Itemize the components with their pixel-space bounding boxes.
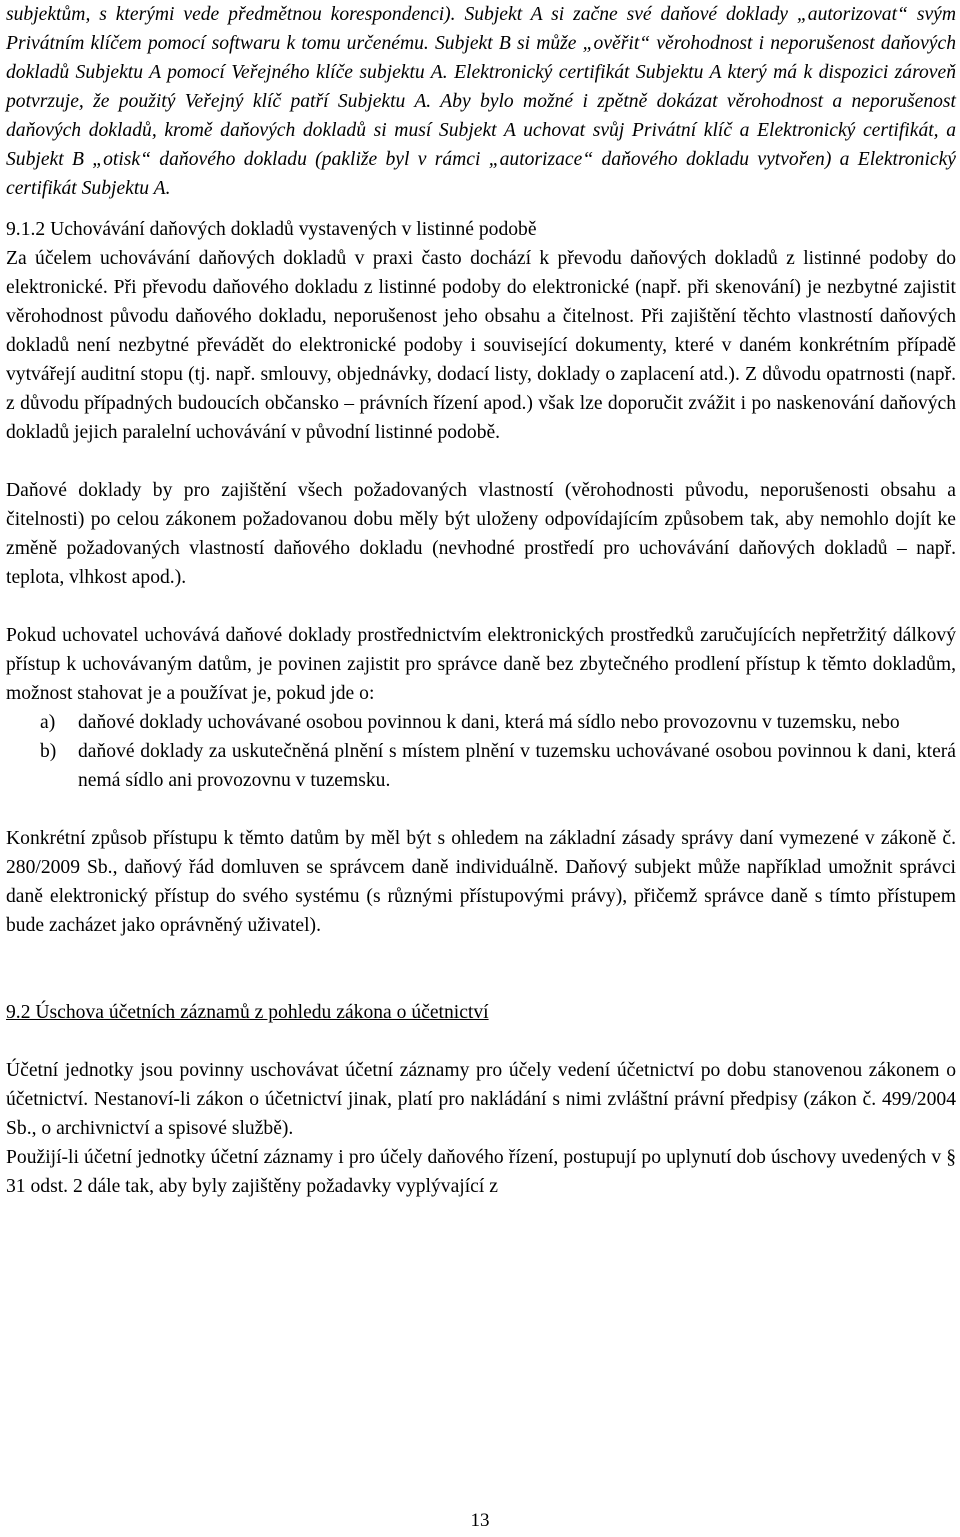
section-heading-9-2: 9.2 Úschova účetních záznamů z pohledu zákona o účetnictví xyxy=(6,1002,489,1023)
spacer xyxy=(6,795,956,824)
spacer xyxy=(6,940,956,998)
spacer xyxy=(6,447,956,476)
document-page xyxy=(6,0,956,1201)
page-number: 13 xyxy=(470,1510,490,1531)
spacer xyxy=(6,1027,956,1056)
access-conditions-list xyxy=(6,708,956,795)
list-item xyxy=(6,708,956,737)
list-marker: a) xyxy=(40,712,56,733)
paragraph-conversion: Za účelem uchovávání daňových dokladů v praxi často dochází k převodu daňových dokladů z listinné podoby do elektronické. Při převodu daňového dokladu z listinné podoby do elektronické (např. při skenování) je nezbytné zajistit věrohodnost původu daňového dokladu, neporušenost jeho obsahu a čitelnost. Při zajištění těchto vlastností daňových dokladů není nezbytné převádět do elektronické podoby i související dokumenty, které v daném konkrétním případě vytvářejí auditní stopu (tj. např. smlouvy, objednávky, dodací listy, doklady o zaplacení atd.). Z důvodu opatrnosti (např. z důvodu případných budoucích občansko – právních řízení apod.) však lze doporučit zvážit i po naskenování daňových dokladů jejich paralelní uchovávání v původní listinné podobě. xyxy=(6,248,956,443)
paragraph-digital-signature: subjektům, s kterými vede předmětnou korespondenci). Subjekt A si začne své daňové doklady „autorizovat“ svým Privátním klíčem pomocí softwaru k tomu určenému. Subjekt B si může „ověřit“ věrohodnost i neporušenost daňových dokladů Subjektu A pomocí Veřejného klíče subjektu A. Elektronický certifikát Subjektu A který má k dispozici zároveň potvrzuje, že použitý Veřejný klíč patří Subjektu A. Aby bylo možné i zpětně dokázat věrohodnost a neporušenost daňových dokladů, kromě daňových dokladů si musí Subjekt A uchovat svůj Privátní klíč a Elektronický certifikát, a Subjekt B „otisk“ daňového dokladu (pakliže byl v rámci „autorizace“ daňového dokladu vytvořen) a Elektronický certifikát Subjektu A. xyxy=(6,4,956,199)
list-item-text: daňové doklady za uskutečněná plnění s místem plnění v tuzemsku uchovávané osobou povinnou k dani, která nemá sídlo ani provozovnu v tuzemsku. xyxy=(78,741,956,791)
list-item xyxy=(6,737,956,795)
list-marker: b) xyxy=(40,741,57,762)
paragraph-accounting-records: Účetní jednotky jsou povinny uschovávat účetní záznamy pro účely vedení účetnictví po dobu stanovenou zákonem o účetnictví. Nestanoví-li zákon o účetnictví jinak, platí pro nakládání s nimi zvláštní právní předpisy (zákon č. 499/2004 Sb., o archivnictví a spisové službě). xyxy=(6,1060,956,1139)
spacer xyxy=(6,592,956,621)
paragraph-access-method: Konkrétní způsob přístupu k těmto datům by měl být s ohledem na základní zásady správy daní vymezené v zákoně č. 280/2009 Sb., daňový řád domluven se správcem daně individuálně. Daňový subjekt může například umožnit správci daně elektronický přístup do svého systému (s různými přístupovými právy), přičemž správce daně s tímto přístupem bude zacházet jako oprávněný uživatel). xyxy=(6,828,956,936)
paragraph-storage: Daňové doklady by pro zajištění všech požadovaných vlastností (věrohodnosti původu, neporušenosti obsahu a čitelnosti) po celou zákonem požadovanou dobu měly být uloženy odpovídajícím způsobem tak, aby nemohlo dojít ke změně požadovaných vlastností daňového dokladu (nevhodné prostředí pro uchovávání daňových dokladů – např. teplota, vlhkost apod.). xyxy=(6,480,956,588)
spacer xyxy=(6,203,956,215)
paragraph-tax-proceedings: Použijí-li účetní jednotky účetní záznamy i pro účely daňového řízení, postupují po uplynutí dob úschovy uvedených v § 31 odst. 2 dále tak, aby byly zajištěny požadavky vyplývající z xyxy=(6,1147,956,1197)
list-item-text: daňové doklady uchovávané osobou povinnou k dani, která má sídlo nebo provozovnu v tuzemsku, nebo xyxy=(78,712,900,733)
paragraph-remote-access: Pokud uchovatel uchovává daňové doklady prostřednictvím elektronických prostředků zaručujících nepřetržitý dálkový přístup k uchovávaným datům, je povinen zajistit pro správce daně bez zbytečného prodlení přístup k těmto dokladům, možnost stahovat je a používat je, pokud jde o: xyxy=(6,625,956,704)
section-heading-9-1-2: 9.1.2 Uchovávání daňových dokladů vystavených v listinné podobě xyxy=(6,219,537,240)
